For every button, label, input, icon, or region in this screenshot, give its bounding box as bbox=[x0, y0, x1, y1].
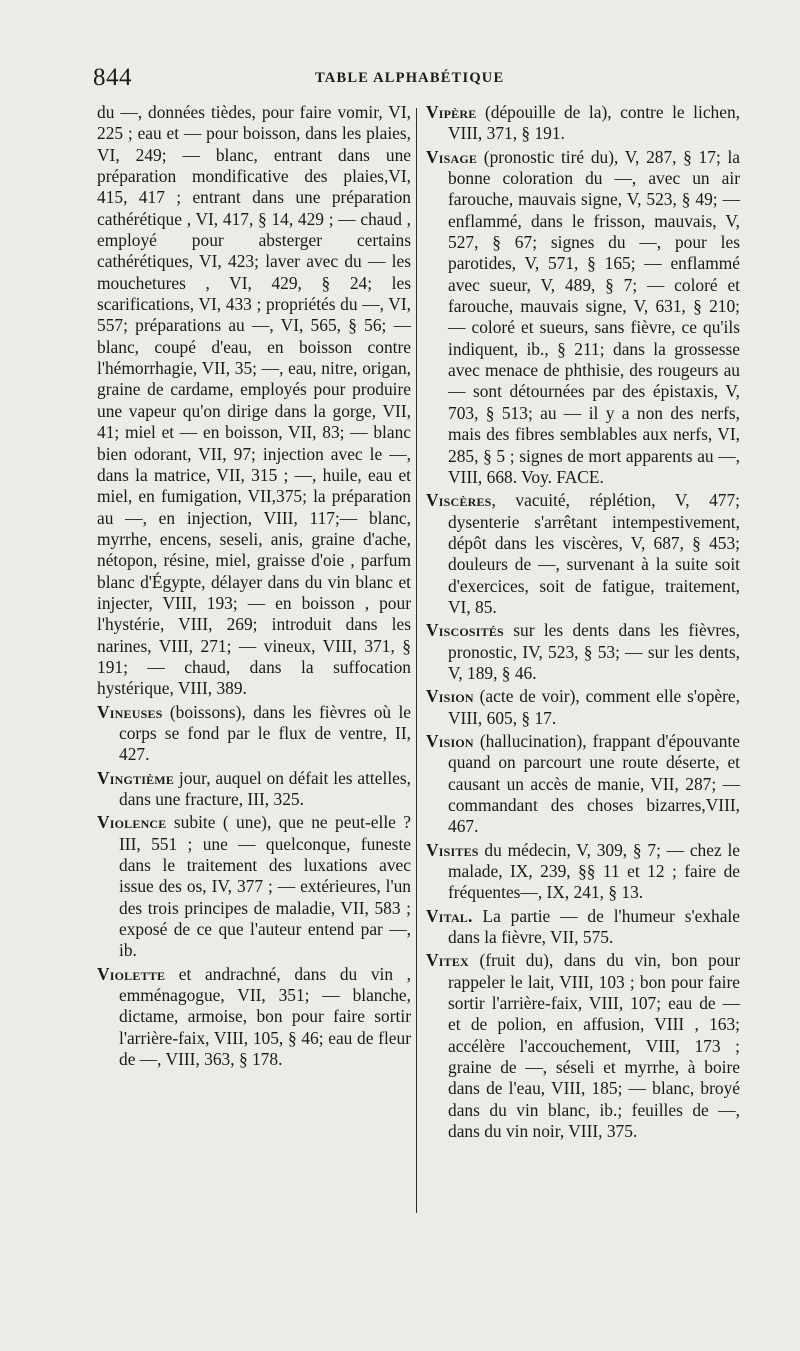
right-column bbox=[426, 102, 740, 1145]
page-number: 844 bbox=[93, 64, 132, 91]
entry-headword: Vitex bbox=[426, 950, 469, 971]
entry-headword: Vital. bbox=[426, 905, 473, 926]
entry-headword: Violence bbox=[97, 812, 167, 833]
entry-headword: Vingtième bbox=[97, 767, 175, 788]
index-entry bbox=[426, 840, 740, 904]
entry-text: (fruit du), dans du vin, bon pour rappeler le lait, VIII, 103 ; bon pour faire sortir l'arrière-faix, VIII, 107; eau de — et de polion, en affusion, VIII , 163; accélère l'accouchement, VIII, 173 ; graine de —, séseli et myrrhe, à boire dans de l'eau, VIII, 185; — blanc, broyé dans du vin blanc, ib.; feuilles de —, dans du vin noir, VIII, 375. bbox=[448, 950, 740, 1142]
index-entry bbox=[426, 490, 740, 618]
index-entry bbox=[426, 147, 740, 489]
entry-text: subite ( une), que ne peut-elle ? III, 551 ; une — quelconque, funeste dans le traitement des luxations avec issue des os, IV, 377 ; — extérieures, l'un des trois principes de maladie, VII, 583 ; exposé de ce que l'auteur entend par —, ib. bbox=[119, 812, 411, 961]
index-entry bbox=[426, 906, 740, 949]
index-entry bbox=[97, 702, 411, 766]
index-entry bbox=[426, 731, 740, 838]
index-entry bbox=[97, 812, 411, 961]
entry-text: , vacuité, réplétion, V, 477; dysenterie s'arrêtant intempestivement, dépôt dans les viscères, V, 687, § 453; douleurs de —, survenant à la suite soit d'exercices, soit de fatigue, traitement, VI, 85. bbox=[448, 490, 740, 617]
entry-continuation: du —, données tièdes, pour faire vomir, VI, 225 ; eau et — pour boisson, dans les plaies, VI, 249; — blanc, entrant dans une préparation mondificative des plaies,VI, 415, 417 ; entrant dans une préparation cathérétique , VI, 417, § 14, 429 ; — chaud , employé pour absterger certains cathérétiques, VI, 423; laver avec du — les mouchetures , VI, 429, § 24; les scarifications, VI, 433 ; propriétés du —, VI, 557; préparations au —, VI, 565, § 56; — blanc, coupé d'eau, en boisson contre l'hémorrhagie, VII, 35; —, eau, nitre, origan, graine de cardame, employés pour produire une vapeur qu'on dirige dans la gorge, VII, 41; miel et — en boisson, VII, 83; — blanc bien odorant, VII, 97; injection avec le —, dans la matrice, VII, 315 ; —, huile, eau et miel, en fumigation, VII,375; la préparation au —, en injection, VIII, 117;— blanc, myrrhe, encens, seseli, anis, graine d'ache, nétopon, résine, miel, graisse d'oie , parfum blanc d'Égypte, délayer dans du vin blanc et injecter, VIII, 193; — en boisson , pour l'hystérie, VIII, 269; introduit dans les narines, VIII, 271; — vineux, VIII, 371, § 191; — chaud, dans la suffocation hystérique, VIII, 389. bbox=[97, 102, 411, 699]
index-entry bbox=[426, 620, 740, 684]
entry-text: du médecin, V, 309, § 7; — chez le malade, IX, 239, §§ 11 et 12 ; faire de fréquentes—, IX, 241, § 13. bbox=[448, 839, 740, 903]
entry-text: La partie — de l'humeur s'exhale dans la fièvre, VII, 575. bbox=[448, 905, 740, 948]
entry-headword: Vipère bbox=[426, 102, 477, 122]
entry-text: (boissons), dans les fièvres où le corps se fond par le flux de ventre, II, 427. bbox=[119, 701, 411, 765]
entry-headword: Vision bbox=[426, 730, 474, 751]
entry-headword: Visage bbox=[426, 146, 478, 167]
column-divider bbox=[416, 108, 417, 1213]
entry-headword: Vineuses bbox=[97, 701, 163, 722]
entry-text: jour, auquel on défait les attelles, dans une fracture, III, 325. bbox=[119, 767, 411, 809]
index-entry bbox=[426, 950, 740, 1142]
index-entry bbox=[426, 686, 740, 729]
entry-headword: Violette bbox=[97, 963, 166, 984]
entry-headword: Vision bbox=[426, 686, 474, 707]
running-title: TABLE ALPHABÉTIQUE bbox=[315, 70, 505, 86]
page-header bbox=[93, 64, 738, 94]
index-entry bbox=[97, 964, 411, 1071]
entry-text: (pronostic tiré du), V, 287, § 17; la bonne coloration du —, avec un air farouche, mauvais signe, V, 523, § 49; — enflammé, dans le frisson, mauvais, V, 527, § 67; signes du —, pour les parotides, V, 571, § 165; — enflammé avec sueur, V, 489, § 7; — coloré et farouche, mauvais signe, V, 631, § 210; — coloré et sueurs, sans fièvre, ce qu'ils indiquent, ib., § 211; dans la grossesse avec menace de phthisie, des rougeurs au — sont détournées par des épistaxis, V, 703, § 513; au — il y a non des nerfs, mais des fibres semblables aux nerfs, VI, 285, § 5 ; signes de mort apparents au —, VIII, 668. Voy. FACE. bbox=[448, 146, 740, 487]
entry-text: (hallucination), frappant d'épouvante quand on parcourt une route déserte, et causant un accès de manie, VII, 287; — commandant des choses bizarres,VIII, 467. bbox=[448, 730, 740, 837]
entry-text: sur les dents dans les fièvres, pronostic, IV, 523, § 53; — sur les dents, V, 189, § 46. bbox=[448, 620, 740, 683]
entry-headword: Visites bbox=[426, 839, 479, 860]
entry-headword: Viscères bbox=[426, 490, 492, 511]
entry-text: (dépouille de la), contre le lichen, VIII, 371, § 191. bbox=[448, 102, 740, 144]
entry-text: (acte de voir), comment elle s'opère, VIII, 605, § 17. bbox=[448, 686, 740, 728]
left-column bbox=[97, 102, 411, 1072]
index-entry bbox=[426, 102, 740, 145]
entry-text: et andrachné, dans du vin , emménagogue, VII, 351; — blanche, dictame, armoise, bon pour faire sortir l'arrière-faix, VIII, 105, § 46; eau de fleur de —, VIII, 363, § 178. bbox=[119, 963, 411, 1070]
index-entry bbox=[97, 768, 411, 811]
entry-headword: Viscosités bbox=[426, 620, 504, 641]
